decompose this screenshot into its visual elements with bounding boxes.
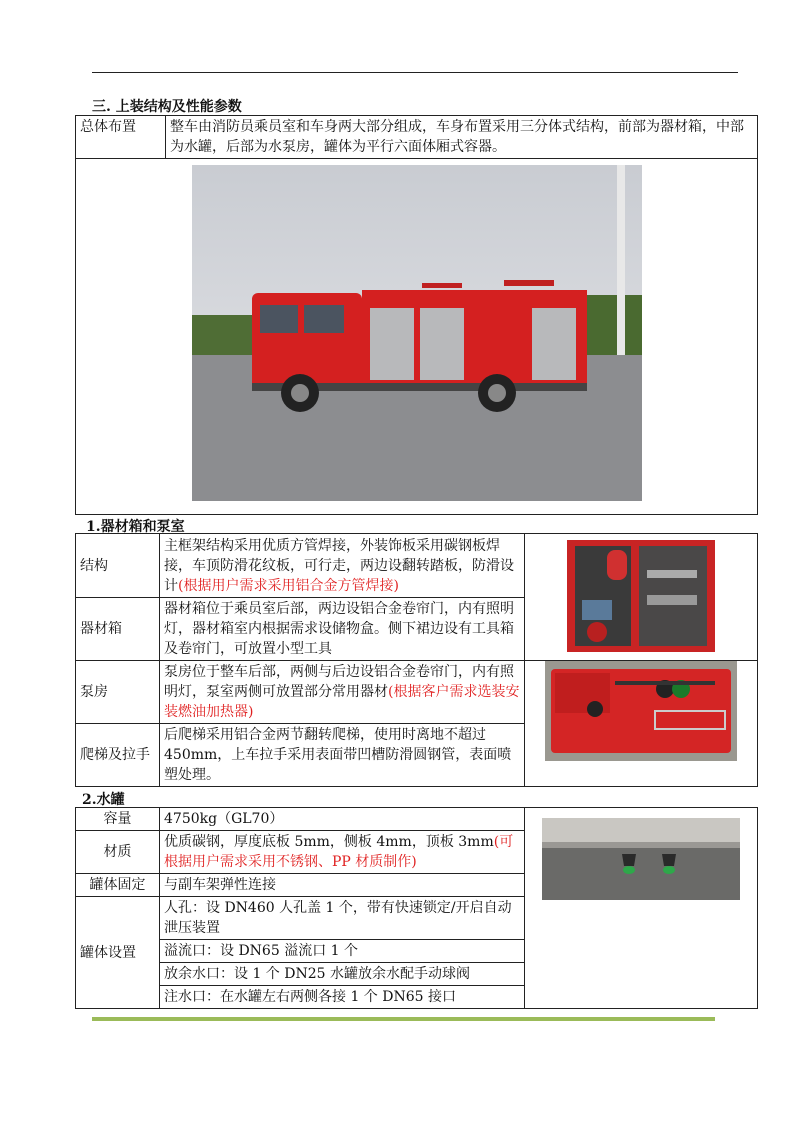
setup-item: 人孔：设 DN460 人孔盖 1 个，带有快速锁定/开启自动泄压装置 [160, 897, 525, 940]
fix-label: 罐体固定 [76, 874, 160, 897]
tank-photo [542, 818, 740, 900]
setup-item: 溢流口：设 DN65 溢流口 1 个 [160, 940, 525, 963]
overall-table [75, 115, 758, 515]
tank-table [75, 807, 758, 1009]
footer-rule [92, 1017, 715, 1021]
equipment-photo [567, 540, 715, 652]
tank-photo-cell [525, 808, 758, 1009]
row-label: 爬梯及拉手 [76, 724, 160, 787]
row-text: 泵房位于整车后部，两侧与后边设铝合金卷帘门，内有照明灯，泵室两侧可放置部分常用器材(根据客户需求选装安装燃油加热器) [160, 661, 525, 724]
truck-photo-cell [76, 159, 758, 515]
header-rule [92, 72, 738, 73]
row-label: 结构 [76, 534, 160, 598]
truck-photo [192, 165, 642, 501]
fix-value: 与副车架弹性连接 [160, 874, 525, 897]
roof-photo [545, 661, 737, 761]
equipment-photo-cell [525, 534, 758, 661]
sub2-title: 2.水罐 [82, 792, 125, 808]
row-label: 泵房 [76, 661, 160, 724]
setup-item: 注水口：在水罐左右两侧各接 1 个 DN65 接口 [160, 986, 525, 1009]
section-title: 三. 上装结构及性能参数 [92, 99, 242, 115]
setup-item: 放余水口：设 1 个 DN25 水罐放余水配手动球阀 [160, 963, 525, 986]
row-text: 器材箱位于乘员室后部，两边设铝合金卷帘门，内有照明灯，器材箱室内根据需求设储物盒。侧下裙边设有工具箱及卷帘门，可放置小型工具 [160, 598, 525, 661]
overall-text: 整车由消防员乘员室和车身两大部分组成，车身布置采用三分体式结构，前部为器材箱，中部为水罐，后部为水泵房，罐体为平行六面体厢式容器。 [166, 116, 758, 159]
material-text: 优质碳钢，厚度底板 5mm，侧板 4mm，顶板 3mm(可根据用户需求采用不锈钢、PP 材质制作) [160, 831, 525, 874]
overall-label: 总体布置 [76, 116, 166, 159]
row-label: 器材箱 [76, 598, 160, 661]
roof-photo-cell [525, 661, 758, 787]
row-text: 主框架结构采用优质方管焊接，外装饰板采用碳钢板焊接，车顶防滑花纹板，可行走，两边设翻转踏板，防滑设计(根据用户需求采用铝合金方管焊接) [160, 534, 525, 598]
row-text: 后爬梯采用铝合金两节翻转爬梯，使用时离地不超过 450mm，上车拉手采用表面带凹槽防滑圆钢管，表面喷塑处理。 [160, 724, 525, 787]
capacity-label: 容量 [76, 808, 160, 831]
capacity-value: 4750kg（GL70） [160, 808, 525, 831]
sub1-title: 1.器材箱和泵室 [86, 519, 185, 535]
setup-label: 罐体设置 [76, 897, 160, 1009]
material-label: 材质 [76, 831, 160, 874]
equipment-table [75, 533, 758, 787]
